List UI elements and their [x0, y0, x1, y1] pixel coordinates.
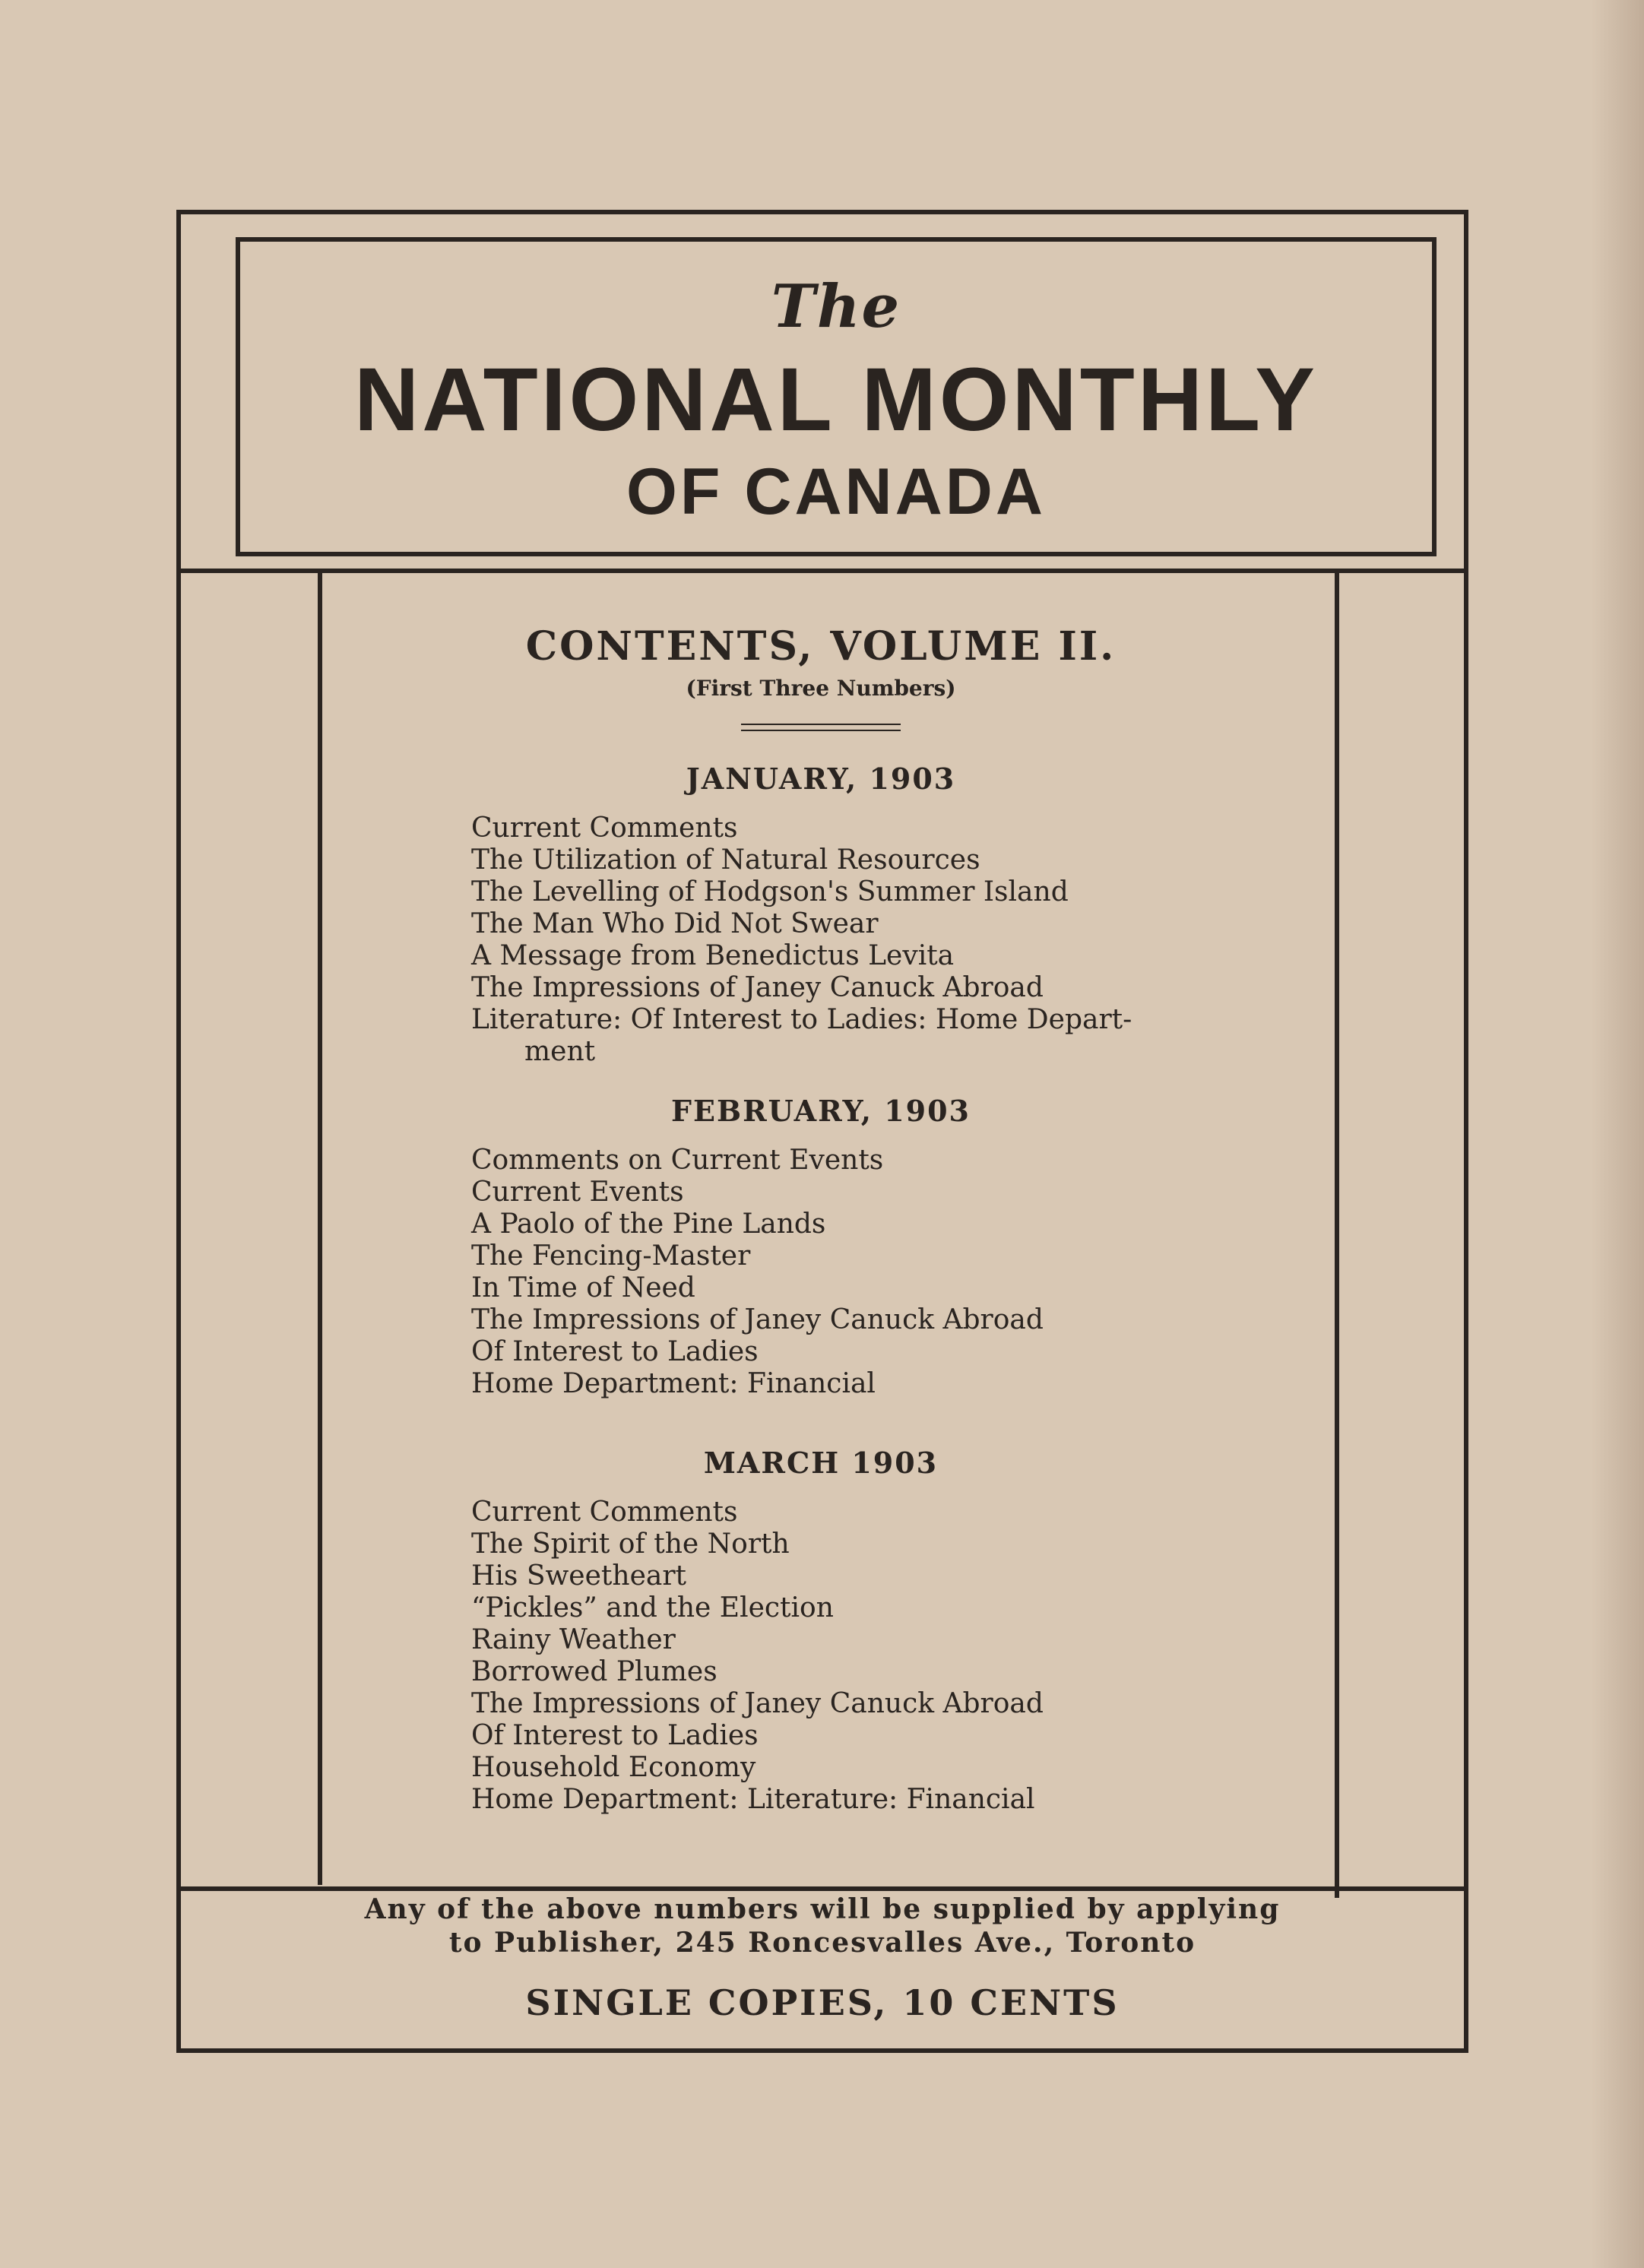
list-item: Borrowed Plumes	[471, 1656, 717, 1687]
contents-panel	[319, 608, 1322, 1842]
list-item: The Man Who Did Not Swear	[471, 908, 879, 939]
footer-line-2: to Publisher, 245 Roncesvalles Ave., Toronto	[448, 1927, 1196, 1959]
list-item-continuation	[471, 1036, 1322, 1068]
list-item: A Paolo of the Pine Lands	[471, 1208, 826, 1240]
list-item: The Impressions of Janey Canuck Abroad	[471, 972, 1044, 1003]
list-item: Home Department: Literature: Financial	[471, 1784, 1035, 1815]
footer-line-1: Any of the above numbers will be supplied by applying	[364, 1893, 1281, 1925]
list-item: Household Economy	[471, 1752, 756, 1783]
list-item: The Impressions of Janey Canuck Abroad	[471, 1688, 1044, 1719]
section-title-march: MARCH 1903	[703, 1446, 939, 1480]
list-item: Current Comments	[471, 812, 738, 844]
list-item: Home Department: Financial	[471, 1368, 876, 1399]
title-main: NATIONAL MONTHLY	[353, 350, 1319, 450]
contents-right-rule	[1335, 572, 1339, 1898]
section-list-january	[319, 812, 1322, 1068]
list-item: The Utilization of Natural Resources	[471, 844, 980, 876]
list-item: The Spirit of the North	[471, 1528, 790, 1560]
list-item: His Sweetheart	[471, 1560, 687, 1592]
continuation-text: ment	[524, 1036, 596, 1067]
section-list-march	[319, 1497, 1322, 1816]
footer-price: SINGLE COPIES, 10 CENTS	[525, 1982, 1120, 2023]
list-item: Of Interest to Ladies	[471, 1720, 759, 1751]
title-sub: OF CANADA	[626, 455, 1046, 528]
list-item: Current Events	[471, 1177, 684, 1208]
footer-notice	[176, 1893, 1468, 2023]
contents-subheading: (First Three Numbers)	[686, 676, 956, 701]
title-divider	[176, 569, 1468, 573]
title-box	[236, 237, 1437, 556]
section-title-january: JANUARY, 1903	[686, 762, 956, 796]
list-item: Rainy Weather	[471, 1624, 676, 1655]
list-item: The Levelling of Hodgson's Summer Island	[471, 876, 1069, 908]
list-item: “Pickles” and the Election	[471, 1592, 834, 1623]
double-rule	[741, 724, 901, 731]
list-item: Comments on Current Events	[471, 1145, 884, 1176]
page-edge-shadow	[1591, 0, 1644, 2268]
section-title-february: FEBRUARY, 1903	[671, 1094, 971, 1128]
footer-divider	[176, 1886, 1468, 1891]
list-item: Current Comments	[471, 1497, 738, 1528]
title-the: The	[771, 272, 901, 341]
section-list-february	[319, 1145, 1322, 1400]
list-item: The Impressions of Janey Canuck Abroad	[471, 1304, 1044, 1335]
list-item: The Fencing-Master	[471, 1240, 751, 1272]
list-item: A Message from Benedictus Levita	[471, 940, 955, 971]
list-item: In Time of Need	[471, 1272, 695, 1303]
list-item: Literature: Of Interest to Ladies: Home Depart-	[471, 1004, 1132, 1035]
list-item: Of Interest to Ladies	[471, 1336, 759, 1367]
contents-heading: CONTENTS, VOLUME II.	[525, 623, 1117, 670]
